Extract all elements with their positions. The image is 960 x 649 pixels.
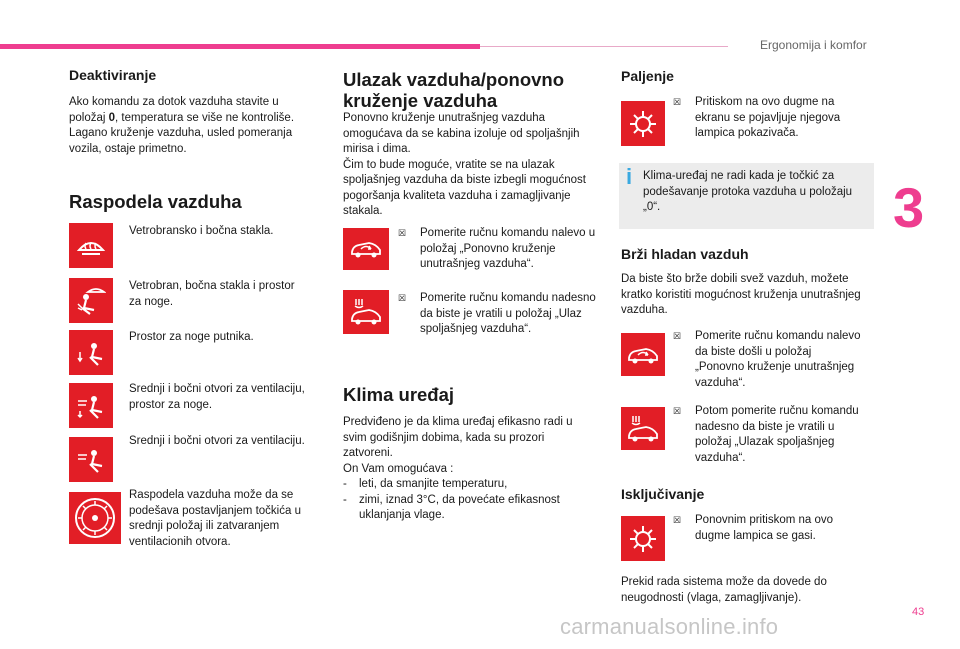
arrow-bullet-icon: ☒ (398, 293, 407, 303)
recirculation-icon (621, 333, 665, 376)
chapter-number: 3 (893, 176, 925, 239)
raspodela-item-3: Prostor za noge putnika. (129, 331, 254, 343)
arrow-bullet-icon: ☒ (673, 515, 682, 525)
ulazak-title: Ulazak vazduha/ponovno kruženje vazduha (343, 69, 565, 111)
arrow-bullet-icon: ☒ (673, 97, 682, 107)
arrow-bullet-icon: ☒ (673, 331, 682, 341)
paljenje-title: Paljenje (621, 68, 674, 84)
brzi-bullet-1: ☒ Pomerite ručnu komandu nalevo da biste došli u položaj „Ponovno kruženje unutrašnjeg vazduha“. (673, 330, 861, 389)
iskljucivanje-bullet: ☒ Ponovnim pritiskom na ovo dugme lampica se gasi. (673, 514, 834, 542)
feet-vent-icon (69, 330, 113, 375)
ulazak-bullet-1: ☒ Pomerite ručnu komandu nalevo u položaj „Ponovno kruženje unutrašnjeg vazduha“. (398, 227, 596, 270)
outside-air-icon (343, 290, 389, 334)
raspodela-item-4: Srednji i bočni otvori za ventilaciju, prostor za noge. (129, 383, 305, 411)
deaktiviranje-text: Ako komandu za dotok vazduha stavite u položaj 0, temperatura se više ne kontroliše. Lagano kruženje vazduha, usled pomeranja vozila, ostaje primetno. (69, 96, 295, 155)
face-vent-icon (69, 437, 113, 482)
iskljucivanje-title: Isključivanje (621, 486, 705, 502)
recirculation-icon (343, 228, 389, 270)
raspodela-item-2: Vetrobran, bočna stakla i prostor za noge. (129, 280, 295, 308)
iskljucivanje-footer: Prekid rada sistema može da dovede do neugodnosti (vlaga, zamagljivanje). (621, 576, 827, 604)
windscreen-demist-icon (69, 223, 113, 268)
brzi-intro: Da biste što brže dobili svež vazduh, možete kratko koristiti mogućnost kruženja unutrašnjeg vazduha. (621, 273, 861, 316)
klima-text: Predviđeno je da klima uređaj efikasno radi u svim godišnjim dobima, kada su prozori zatvoreni. On Vam omogućava : - leti, da smanjite temperaturu, - zimi, iznad 3°C, da povećate efikasnost uklanjanja vlage. (343, 415, 593, 524)
distribution-dial-icon (69, 492, 121, 544)
klima-list-item: - zimi, iznad 3°C, da povećate efikasnost uklanjanja vlage. (343, 493, 560, 521)
raspodela-item-1: Vetrobransko i bočna stakla. (129, 225, 274, 237)
raspodela-item-6: Raspodela vazduha može da se podešava postavljanjem točkića u srednji položaj ili zatvaranjem ventilacionih otvora. (129, 489, 301, 548)
arrow-bullet-icon: ☒ (398, 228, 407, 238)
paljenje-bullet: ☒ Pritiskom na ovo dugme na ekranu se pojavljuje njegova lampica pokazivača. (673, 96, 841, 139)
brzi-title: Brži hladan vazduh (621, 246, 749, 262)
raspodela-title: Raspodela vazduha (69, 191, 242, 212)
brzi-bullet-2: ☒ Potom pomerite ručnu komandu nadesno da biste je vratili u položaj „Ulazak spoljašnjeg vazduha“. (673, 405, 859, 464)
raspodela-item-5: Srednji i bočni otvori za ventilaciju. (129, 435, 305, 447)
face-and-feet-vent-icon (69, 383, 113, 428)
windscreen-and-feet-icon (69, 278, 113, 323)
info-icon: i (626, 164, 633, 189)
ac-button-icon (621, 516, 665, 561)
ulazak-bullet-2: ☒ Pomerite ručnu komandu nadesno da biste je vratili u položaj „Ulaz spoljašnjeg vazduha“. (398, 292, 596, 335)
deaktiviranje-title: Deaktiviranje (69, 67, 157, 83)
ac-button-icon (621, 101, 665, 146)
section-deaktiviranje (69, 67, 156, 83)
klima-title: Klima uređaj (343, 384, 455, 405)
outside-air-icon (621, 407, 665, 450)
top-accent-bar (0, 44, 480, 49)
klima-list-item: - leti, da smanjite temperaturu, (343, 478, 508, 490)
ulazak-intro: Ponovno kruženje unutrašnjeg vazduha omogućava da se kabina izoluje od spoljašnjih mirisa i dima. Čim to bude moguće, vratite se na ulazak spoljašnjeg vazduha da biste izbegli mogućnost pogoršanja kvaliteta vazduha i zamagljivanje stakala. (343, 112, 586, 217)
running-head: Ergonomija i komfor (760, 38, 867, 52)
watermark: carmanualsonline.info (560, 614, 779, 639)
top-divider-line (480, 46, 728, 47)
info-note: i Klima-uređaj ne radi kada je točkić za podešavanje protoka vazduha u položaju „0“. (619, 163, 874, 229)
arrow-bullet-icon: ☒ (673, 406, 682, 416)
page-number: 43 (912, 606, 925, 618)
